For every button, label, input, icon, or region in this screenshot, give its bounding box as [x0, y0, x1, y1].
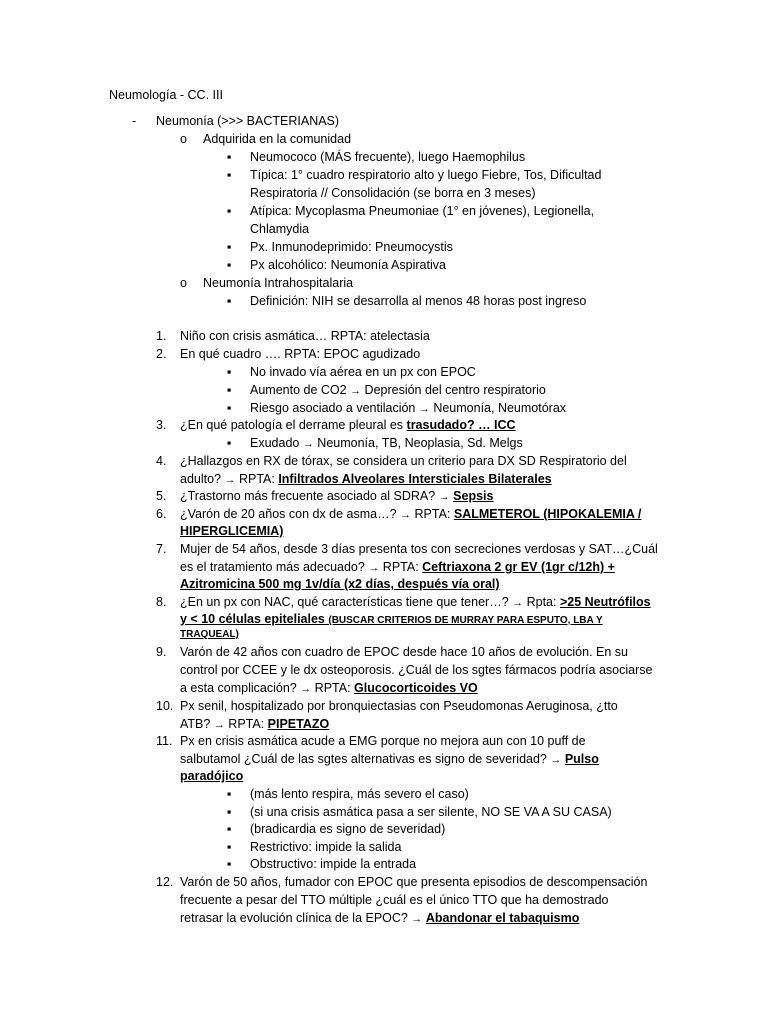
arrow-icon: →	[300, 683, 312, 695]
square-bullet: ▪	[227, 383, 232, 397]
list-item-continuation: Chlamydia	[250, 222, 310, 236]
answer: HIPERGLICEMIA)	[180, 524, 284, 538]
outline-main-topic: Neumonía (>>> BACTERIANAS)	[156, 114, 340, 128]
page-title: Neumología - CC. III	[109, 88, 223, 102]
answer: TRAQUEAL)	[180, 629, 239, 640]
question-number: 9.	[156, 645, 167, 659]
dash-bullet: -	[132, 114, 137, 128]
square-bullet: ▪	[227, 365, 232, 379]
list-item: Atípica: Mycoplasma Pneumoniae (1° en jóvenes), Legionella,	[250, 204, 595, 218]
list-item: Aumento de CO2 → Depresión del centro respiratorio	[250, 383, 546, 397]
square-bullet: ▪	[227, 294, 232, 308]
list-item: (bradicardia es signo de severidad)	[250, 822, 446, 836]
answer: Infiltrados Alveolares Intersticiales Bilaterales	[278, 472, 552, 486]
list-item-continuation: Respiratoria // Consolidación (se borra en 3 meses)	[250, 186, 536, 200]
answer: Pulso	[564, 752, 599, 766]
arrow-icon: →	[400, 509, 412, 521]
question-text: Varón de 42 años con cuadro de EPOC desde hace 10 años de evolución. En su	[180, 645, 628, 659]
answer: trasudado? … ICC	[406, 418, 516, 432]
list-item: Típica: 1° cuadro respiratorio alto y luego Fiebre, Tos, Dificultad	[250, 168, 602, 182]
question-text: Varón de 50 años, fumador con EPOC que presenta episodios de descompensación	[180, 875, 648, 889]
question-text: Niño con crisis asmática… RPTA: atelectasia	[180, 329, 430, 343]
circle-bullet: o	[180, 132, 187, 146]
square-bullet: ▪	[227, 240, 232, 254]
answer: y < 10 células epiteliales (BUSCAR CRITERIOS DE MURRAY PARA ESPUTO, LBA Y	[180, 612, 603, 626]
arrow-icon: →	[411, 913, 423, 925]
answer: SALMETEROL (HIPOKALEMIA /	[453, 507, 642, 521]
square-bullet: ▪	[227, 168, 232, 182]
list-item: Neumococo (MÁS frecuente), luego Haemophilus	[250, 150, 526, 164]
answer: Sepsis	[453, 489, 494, 503]
square-bullet: ▪	[227, 805, 232, 819]
answer: Azitromicina 500 mg 1v/día (x2 días, después vía oral)	[180, 577, 500, 591]
list-item: (si una crisis asmática pasa a ser silente, NO SE VA A SU CASA)	[250, 805, 612, 819]
arrow-icon: →	[512, 597, 524, 609]
list-item: No invado vía aérea en un px con EPOC	[250, 365, 476, 379]
square-bullet: ▪	[227, 436, 232, 450]
square-bullet: ▪	[227, 857, 232, 871]
square-bullet: ▪	[227, 258, 232, 272]
question-text: ¿En un px con NAC, qué características tiene que tener…? → Rpta: >25 Neutrófilos	[180, 595, 651, 609]
square-bullet: ▪	[227, 401, 232, 415]
question-text: es el tratamiento más adecuado? → RPTA: Ceftriaxona 2 gr EV (1gr c/12h) +	[180, 560, 615, 574]
list-item: Riesgo asociado a ventilación → Neumonía, Neumotórax	[250, 401, 567, 415]
list-item: Px alcohólico: Neumonía Aspirativa	[250, 258, 446, 272]
question-text: salbutamol ¿Cuál de las sgtes alternativas es signo de severidad? → Pulso	[180, 752, 599, 766]
question-text: ATB? → RPTA: PIPETAZO	[180, 717, 330, 731]
arrow-icon: →	[224, 474, 236, 486]
question-number: 1.	[156, 329, 167, 343]
question-number: 6.	[156, 507, 167, 521]
question-text: ¿Hallazgos en RX de tórax, se considera un criterio para DX SD Respiratorio del	[180, 454, 627, 468]
question-number: 12.	[156, 875, 174, 889]
circle-bullet: o	[180, 276, 187, 290]
arrow-icon: →	[368, 562, 380, 574]
answer: >25 Neutrófilos	[559, 595, 651, 609]
square-bullet: ▪	[227, 840, 232, 854]
list-item: Restrictivo: impide la salida	[250, 840, 402, 854]
arrow-icon: →	[418, 403, 430, 415]
square-bullet: ▪	[227, 787, 232, 801]
question-text: ¿En qué patología el derrame pleural es trasudado? … ICC	[180, 418, 516, 432]
question-number: 10.	[156, 699, 174, 713]
arrow-icon: →	[438, 491, 450, 503]
question-number: 8.	[156, 595, 167, 609]
question-text: Px en crisis asmática acude a EMG porque no mejora aun con 10 puff de	[180, 734, 586, 748]
list-item: (más lento respira, más severo el caso)	[250, 787, 469, 801]
list-item: Obstructivo: impide la entrada	[250, 857, 417, 871]
question-text: frecuente a pesar del TTO múltiple ¿cuál es el único TTO que ha demostrado	[180, 893, 609, 907]
list-item: Exudado → Neumonía, TB, Neoplasia, Sd. Melgs	[250, 436, 523, 450]
arrow-icon: →	[213, 719, 225, 731]
question-text: adulto? → RPTA: Infiltrados Alveolares Intersticiales Bilaterales	[180, 472, 552, 486]
square-bullet: ▪	[227, 204, 232, 218]
arrow-icon: →	[350, 385, 362, 397]
question-number: 4.	[156, 454, 167, 468]
question-number: 11.	[156, 734, 173, 748]
question-text: control por CCEE y le dx osteoporosis. ¿Cuál de los sgtes fármacos podría asociarse	[180, 663, 653, 677]
answer: PIPETAZO	[267, 717, 330, 731]
question-number: 7.	[156, 542, 167, 556]
answer: Ceftriaxona 2 gr EV (1gr c/12h) +	[422, 560, 615, 574]
question-text: Mujer de 54 años, desde 3 días presenta tos con secreciones verdosas y SAT…¿Cuál	[180, 542, 658, 556]
question-text: retrasar la evolución clínica de la EPOC? → Abandonar el tabaquismo	[180, 911, 580, 925]
question-text: ¿Trastorno más frecuente asociado al SDRA? → Sepsis	[180, 489, 494, 503]
square-bullet: ▪	[227, 150, 232, 164]
question-text: En qué cuadro …. RPTA: EPOC agudizado	[180, 347, 421, 361]
question-number: 5.	[156, 489, 167, 503]
answer: Glucocorticoides VO	[354, 681, 478, 695]
question-text: a esta complicación? → RPTA: Glucocorticoides VO	[180, 681, 478, 695]
answer: Abandonar el tabaquismo	[425, 911, 580, 925]
square-bullet: ▪	[227, 822, 232, 836]
list-item: Definición: NIH se desarrolla al menos 48 horas post ingreso	[250, 294, 587, 308]
outline-subtopic: Adquirida en la comunidad	[203, 132, 352, 146]
question-text: ¿Varón de 20 años con dx de asma…? → RPTA: SALMETEROL (HIPOKALEMIA /	[180, 507, 642, 521]
question-text: Px senil, hospitalizado por bronquiectasias con Pseudomonas Aeruginosa, ¿tto	[180, 699, 618, 713]
list-item: Px. Inmunodeprimido: Pneumocystis	[250, 240, 453, 254]
outline-subtopic: Neumonía Intrahospitalaria	[203, 276, 354, 290]
arrow-icon: →	[550, 754, 562, 766]
question-number: 2.	[156, 347, 167, 361]
question-number: 3.	[156, 418, 167, 432]
answer: paradójico	[180, 769, 244, 783]
arrow-icon: →	[302, 438, 314, 450]
